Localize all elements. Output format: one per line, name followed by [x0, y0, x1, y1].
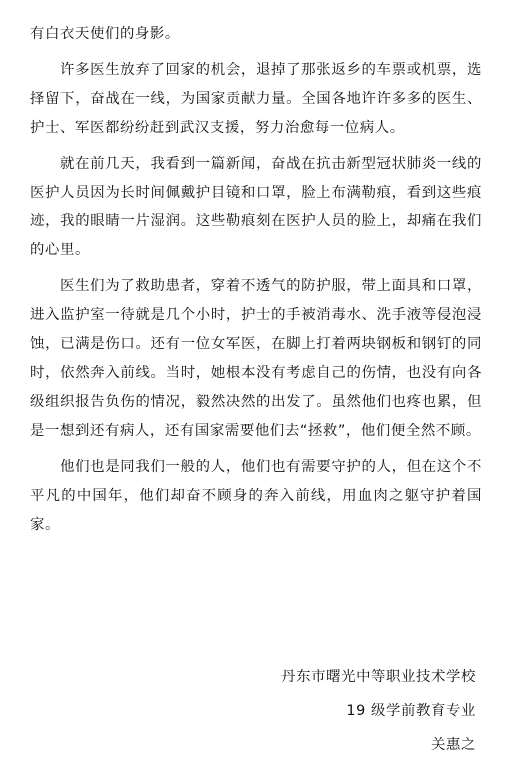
paragraph: 许多医生放弃了回家的机会，退掉了那张返乡的车票或机票，选择留下，奋战在一线，为国家贡献力量。全国各地许许多多的医生、护士、军医都纷纷赶到武汉支援，努力治愈每一位病人。 — [30, 61, 482, 136]
school-name: 丹东市曙光中等职业技术学校 — [281, 669, 476, 685]
paragraph: 他们也是同我们一般的人，他们也有需要守护的人，但在这个不平凡的中国年，他们却奋不顾身的奔入前线，用血肉之躯守护着国家。 — [30, 458, 482, 533]
author-name: 关惠之 — [431, 737, 476, 753]
class-name: 19 级学前教育专业 — [346, 703, 476, 719]
paragraph: 医生们为了救助患者，穿着不透气的防护服，带上面具和口罩，进入监护室一待就是几个小时，护士的手被消毒水、洗手液等侵泡浸蚀，已满是伤口。还有一位女军医，在脚上打着两块钢板和钢钉的同时，依然奔入前线。当时，她根本没有考虑自己的伤情，也没有向各级组织报告负伤的情况，毅然决然的出发了。虽然他们也疼也累，但是一想到还有病人，还有国家需要他们去“拯救”，他们便全然不顾。 — [30, 278, 482, 439]
paragraph: 就在前几天，我看到一篇新闻，奋战在抗击新型冠状肺炎一线的医护人员因为长时间佩戴护目镜和口罩，脸上布满勒痕，看到这些痕迹，我的眼睛一片湿润。这些勒痕刻在医护人员的脸上，却痛在我们的心里。 — [30, 155, 482, 259]
essay-body — [30, 20, 482, 546]
signature-block — [176, 660, 476, 762]
paragraph-continuation: 有白衣天使们的身影。 — [30, 26, 180, 42]
